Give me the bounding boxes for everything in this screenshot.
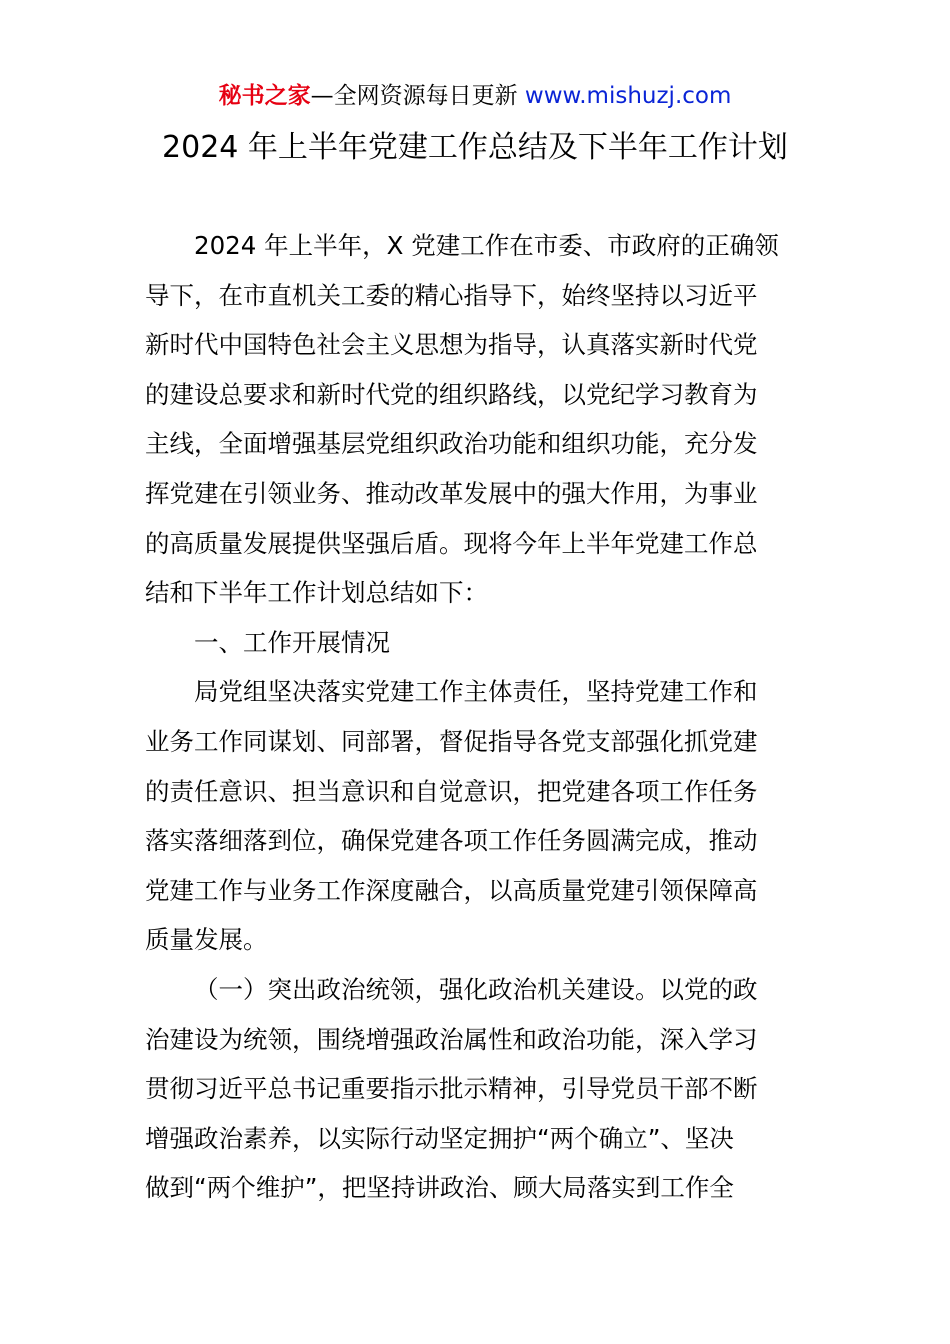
site-tagline: —全网资源每日更新 — [310, 83, 525, 109]
text-line: 挥党建在引领业务、推动改革发展中的强大作用，为事业 — [145, 478, 758, 508]
site-name: 秘书之家 — [218, 83, 311, 109]
text-line: 结和下半年工作计划总结如下： — [145, 578, 488, 608]
text-line: 新时代中国特色社会主义思想为指导，认真落实新时代党 — [145, 330, 758, 360]
text-line: 主线，全面增强基层党组织政治功能和组织功能，充分发 — [145, 429, 758, 459]
text-line: 增强政治素养，以实际行动坚定拥护“两个确立”、坚决 — [145, 1123, 734, 1153]
text-line: （一）突出政治统领，强化政治机关建设。以党的政 — [194, 974, 758, 1004]
text-line: 做到“两个维护”，把坚持讲政治、顾大局落实到工作全 — [145, 1173, 734, 1203]
text-line: 导下，在市直机关工委的精心指导下，始终坚持以习近平 — [145, 280, 758, 310]
text-line: 2024 年上半年，X 党建工作在市委、市政府的正确领 — [194, 231, 779, 260]
paragraph-political-leadership — [145, 965, 807, 1213]
text-line: 的高质量发展提供坚强后盾。现将今年上半年党建工作总 — [145, 528, 758, 558]
text-line: 质量发展。 — [145, 925, 268, 955]
site-url-link[interactable]: www.mishuzj.com — [524, 83, 732, 109]
heading-line: 一、工作开展情况 — [194, 627, 390, 657]
section-heading — [145, 618, 807, 668]
text-line: 党建工作与业务工作深度融合，以高质量党建引领保障高 — [145, 875, 758, 905]
text-line: 业务工作同谋划、同部署，督促指导各党支部强化抓党建 — [145, 726, 758, 756]
document-body — [145, 221, 807, 1213]
text-line: 贯彻习近平总书记重要指示批示精神，引导党员干部不断 — [145, 1074, 758, 1104]
paragraph-intro — [145, 221, 807, 618]
paragraph-overview — [145, 667, 807, 965]
text-line: 治建设为统领，围绕增强政治属性和政治功能，深入学习 — [145, 1024, 758, 1054]
text-line: 的责任意识、担当意识和自觉意识，把党建各项工作任务 — [145, 776, 758, 806]
document-title: 2024 年上半年党建工作总结及下半年工作计划 — [162, 130, 788, 165]
text-line: 的建设总要求和新时代党的组织路线，以党纪学习教育为 — [145, 379, 758, 409]
site-header — [0, 80, 950, 112]
text-line: 落实落细落到位，确保党建各项工作任务圆满完成，推动 — [145, 826, 758, 856]
text-line: 局党组坚决落实党建工作主体责任，坚持党建工作和 — [194, 677, 758, 707]
